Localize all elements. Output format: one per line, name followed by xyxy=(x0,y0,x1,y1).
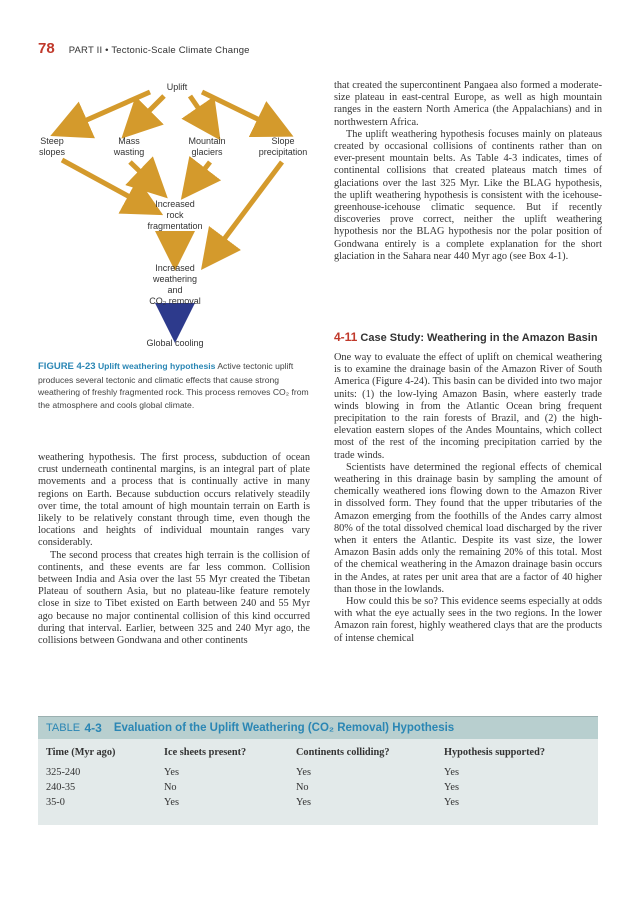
table-cell: Yes xyxy=(444,782,459,793)
left-column-text xyxy=(38,452,310,647)
node-mass-wasting: Mass wasting xyxy=(113,136,145,157)
right-column-text xyxy=(334,80,602,263)
paragraph: One way to evaluate the effect of uplift on chemical weathering is to examine the drainage basin of the Amazon River of South America (Figure 4-24). This basin can be divided into two major units: (1) the low-lying Amazon Basin, where easterly trade winds blowing in from the Atlantic Ocean bring frequent precipitation to the rain forests of Brazil, and (2) the high-elevation eastern slopes of the Andes Mountains, which collect most of the rest of the incoming precipitation carried by the trade winds. xyxy=(334,352,602,461)
column-header: Hypothesis supported? xyxy=(444,747,545,758)
running-head: PART II • Tectonic-Scale Climate Change xyxy=(68,45,250,56)
table-4-3 xyxy=(38,716,598,825)
table-cell: Yes xyxy=(296,797,311,808)
node-slope-precipitation: Slope precipitation xyxy=(258,136,308,157)
figure-title: Uplift weathering hypothesis xyxy=(97,361,216,371)
paragraph: The uplift weathering hypothesis focuses mainly on plateaus created by occasional collisions of continents rather than on ever-present mountain belts. As Table 4-3 indicates, times of continental collisions that created plateaus match times of glaciations over the last 325 Myr. Like the BLAG hypothesis, the uplift weathering hypothesis is consistent with the icehouse-greenhouse-icehouse climatic sequence. But if recently discoveries prove correct, neither the uplift weathering hypothesis nor the BLAG hypothesis nor the polar position of Gondwana entirely is a complete explanation for the short glaciation in the Sahara near 440 Myr ago (see Box 4-1). xyxy=(334,128,602,262)
node-steep-slopes: Steep slopes xyxy=(38,136,65,157)
table-title: Evaluation of the Uplift Weathering (CO₂ Removal) Hypothesis xyxy=(113,722,455,734)
table-cell: Yes xyxy=(444,767,459,778)
node-mountain-glaciers: Mountain glaciers xyxy=(188,136,226,157)
node-co2-removal: CO₂ removal xyxy=(149,296,201,306)
figure-caption xyxy=(38,360,310,411)
arrow-precip-weathering xyxy=(210,162,282,258)
table-header-row xyxy=(46,745,594,764)
paragraph: The second process that creates high terrain is the collision of continents, and these events are far less common. Collision between India and Asia over the last 55 Myr created the Tibetan Plateau of southern Asia, but no plateau-like feature remotely close in size to Tibet existed on Earth between 240 and 55 Myr ago because no major continental collision of this kind occurred during that interval. Earlier, between 325 and 240 Myr ago, the collisions between Gondwana and other continents xyxy=(38,549,310,647)
table-cell: No xyxy=(164,782,177,793)
table-cell: Yes xyxy=(164,797,179,808)
arrow-glaciers-frag xyxy=(190,162,210,188)
arrow-mass-frag xyxy=(130,162,157,188)
section-body xyxy=(334,352,602,645)
table-cell: 325-240 xyxy=(46,767,81,778)
table-row xyxy=(46,764,594,779)
section-title: Case Study: Weathering in the Amazon Basin xyxy=(360,332,598,344)
arrow-uplift-mass xyxy=(132,96,164,128)
table-cell: No xyxy=(296,782,309,793)
paragraph: Scientists have determined the regional effects of chemical weathering in this drainage basin by sampling the amount of chemically weathered ions flowing down to the Amazon River in dissolved form. They found that the upper tributaries of the Amazon emerging from the foothills of the Andes carry almost 80% of the total dissolved chemical load discharged by the river when it enters the Atlantic. Despite its vast size, the lower Amazon Basin adds only the remaining 20% of this total. Most of the chemical weathering in the Amazon drainage basin occurs in the Andes, at rates per unit area that are a factor of 40 higher than those in the lowlands. xyxy=(334,461,602,595)
paragraph: How could this be so? This evidence seems especially at odds with what the eye actually sees in the two regions. In the lower Amazon rain forest, highly weathered clays that are the products of intense chemical xyxy=(334,596,602,644)
uplift-weathering-diagram xyxy=(32,80,322,355)
node-increased-weathering: Increased weathering and CO₂ removal xyxy=(132,263,218,307)
table-row xyxy=(46,779,594,794)
column-header: Time (Myr ago) xyxy=(46,747,116,758)
table-cell: 35-0 xyxy=(46,797,65,808)
evaluation-table xyxy=(46,745,594,809)
paragraph: that created the supercontinent Pangaea also formed a moderate-size plateau in east-central Europe, as well as high mountain ranges in the eastern North America (the Appalachians) and in northwestern Africa. xyxy=(334,80,602,128)
node-rock-fragmentation: Increased rock fragmentation xyxy=(147,199,203,231)
paragraph: weathering hypothesis. The first process, subduction of ocean crust underneath continental margins, is an integral part of plate movements and a process that is continually active in many regions on Earth. Because subduction occurs relatively steadily over time, the total amount of high mountain terrain on Earth is likely to be relatively constant through time, even though the locations and heights of individual mountain ranges vary considerably. xyxy=(38,452,310,549)
table-cell: Yes xyxy=(164,767,179,778)
table-row xyxy=(46,794,594,809)
column-header: Ice sheets present? xyxy=(164,747,247,758)
section-heading xyxy=(334,330,598,344)
node-uplift: Uplift xyxy=(166,82,188,92)
node-global-cooling: Global cooling xyxy=(146,338,204,348)
table-number: 4-3 xyxy=(84,721,102,735)
page-number: 78 xyxy=(38,40,55,57)
figure-caption-text: Active tectonic uplift produces several tectonic and climatic effects that cause strong weathering of freshly fragmented rock. This process removes CO₂ from the atmosphere and cools global climate. xyxy=(38,361,309,410)
figure-label: FIGURE 4-23 xyxy=(38,361,96,372)
table-cell: Yes xyxy=(444,797,459,808)
page-header xyxy=(38,40,250,60)
arrow-uplift-glaciers xyxy=(190,96,212,128)
table-cell: 240-35 xyxy=(46,782,76,793)
arrow-uplift-precip xyxy=(202,92,280,130)
table-tag: TABLE xyxy=(46,722,81,734)
table-cell: Yes xyxy=(296,767,311,778)
table-title-bar xyxy=(38,717,598,739)
column-header: Continents colliding? xyxy=(296,747,390,758)
section-number: 4-11 xyxy=(334,330,358,344)
